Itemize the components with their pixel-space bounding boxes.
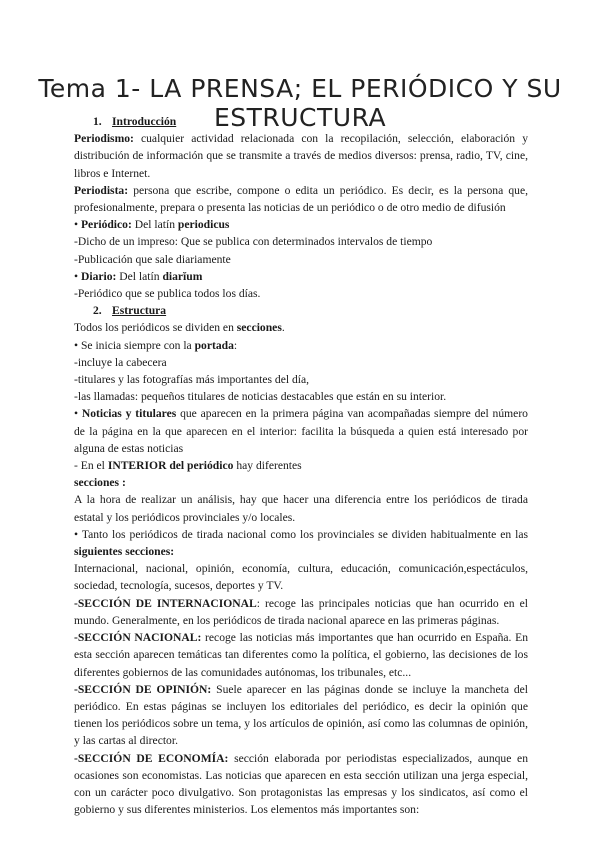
bold-text: INTERIOR del periódico (107, 459, 234, 473)
term-periodista: Periodista: (74, 183, 129, 197)
list-item: -las llamadas: pequeños titulares de noticias destacables que están en su interior. (74, 390, 447, 404)
definition-text: cualquier actividad relacionada con la recopilación, selección, elaboración y distribución de información que se transmite a través de medios diversos: prensa, radio, TV, cine, libros e Internet. (74, 132, 528, 180)
paragraph-interior (74, 457, 528, 474)
bold-text: -SECCIÓN DE OPINIÓN: (74, 682, 212, 696)
section-number: 2. (93, 304, 102, 318)
bold-text: portada (194, 338, 234, 352)
text: hay diferentes (233, 459, 302, 473)
document-body (74, 113, 528, 818)
text: Del latín (116, 269, 163, 283)
text: Suele aparecer en las páginas donde se incluye la mancheta del periódico. En estas páginas se incluyen los editoriales del periódico, es decir la opinión que tienen los periódicos sobre un tema, y los artículos de opinión, así como las columnas de opinión, y las cartas al director. (74, 682, 528, 748)
definition-line: -Publicación que sale diariamente (74, 252, 231, 266)
section-heading-introduccion (74, 113, 528, 130)
bold-text: -SECCIÓN NACIONAL: (74, 631, 202, 645)
text: Todos los periódicos se dividen en (74, 321, 237, 335)
text: Del latín (131, 218, 178, 232)
bold-text: siguientes secciones: (74, 545, 175, 559)
bold-text: -SECCIÓN DE INTERNACIONAL (74, 596, 257, 610)
paragraph-opinion (74, 681, 528, 750)
list-item: -incluye la cabecera (74, 355, 167, 369)
text: • Se inicia siempre con la (74, 338, 195, 352)
latin-word: diarĭum (162, 269, 203, 283)
bullet: • (74, 218, 81, 232)
bold-text: secciones (236, 321, 282, 335)
section-number: 1. (93, 115, 102, 128)
paragraph-internacional (74, 595, 528, 629)
paragraph-analisis: A la hora de realizar un análisis, hay que hacer una diferencia entre los periódicos de tirada estatal y los periódicos provinciales y/o locales. (74, 493, 528, 524)
text: : recoge las principales noticias que han ocurrido en el mundo. Generalmente, en los periódicos de tirada nacional aparece en las primeras páginas. (74, 596, 528, 627)
text: - En el (74, 459, 108, 473)
definition-text: persona que escribe, compone o edita un periódico. Es decir, es la persona que, profesionalmente, prepara o presenta las noticias de un periódico o de otro medio de difusión (74, 183, 528, 215)
section-heading-estructura (74, 302, 528, 319)
section-title: Introducción (112, 115, 177, 128)
paragraph-periodico (74, 216, 528, 233)
secciones-label (74, 474, 528, 491)
bold-text: -SECCIÓN DE ECONOMÍA: (74, 751, 229, 765)
bullet: • (74, 269, 81, 283)
text: que aparecen en la primera página van acompañadas siempre del número de la página en la que aparecen en el interior: facilita la búsqueda a quien está interesado por alguna de estas noticias (74, 407, 528, 455)
paragraph-noticias (74, 405, 528, 457)
term-periodismo: Periodismo: (74, 132, 134, 146)
paragraph-lista-secciones: Internacional, nacional, opinión, economía, cultura, educación, comunicación,espectáculos, sociedad, tecnología, sucesos, deportes y TV. (74, 562, 528, 593)
paragraph-nacional (74, 629, 528, 681)
text: • Tanto los periódicos de tirada nacional como los provinciales se dividen habitualmente en las (74, 527, 528, 541)
definition-line: -Periódico que se publica todos los días. (74, 287, 261, 301)
bold-text: secciones : (74, 476, 126, 490)
text: . (281, 321, 285, 335)
bullet: • (74, 407, 82, 421)
bold-text: Noticias y titulares (81, 407, 177, 421)
paragraph-tirada (74, 526, 528, 560)
text: : (233, 338, 238, 352)
section-title: Estructura (112, 304, 167, 318)
paragraph-periodista (74, 182, 528, 216)
term-diario: Diario: (80, 269, 117, 283)
paragraph-periodismo (74, 130, 528, 182)
paragraph-economia (74, 750, 528, 819)
latin-word: periodicus (177, 218, 230, 232)
paragraph-portada (74, 337, 528, 354)
text: recoge las noticias más importantes que han ocurrido en España. En esta sección aparecen temáticas tan diferentes como la política, el gobierno, las decisiones de los diferentes gobiernos de las comunidades autónomas, los tribunales, etc... (74, 631, 528, 679)
list-item: -titulares y las fotografías más importantes del día, (74, 373, 310, 387)
definition-line: -Dicho de un impreso: Que se publica con determinados intervalos de tiempo (74, 235, 433, 249)
paragraph-diario (74, 268, 528, 285)
term-periodico: Periódico: (80, 218, 132, 232)
page-title: Tema 1- LA PRENSA; EL PERIÓDICO Y SU ESTRUCTURA (38, 74, 562, 132)
paragraph-secciones (74, 319, 528, 336)
text: sección elaborada por periodistas especializados, aunque en ocasiones son economistas. Las noticias que aparecen en esta sección utilizan una jerga especial, con un carácter poco divulgativo. Son protagonistas las empresas y los sindicatos, así como el gobierno y sus diferentes ministerios. Los elementos más importantes son: (74, 751, 528, 817)
